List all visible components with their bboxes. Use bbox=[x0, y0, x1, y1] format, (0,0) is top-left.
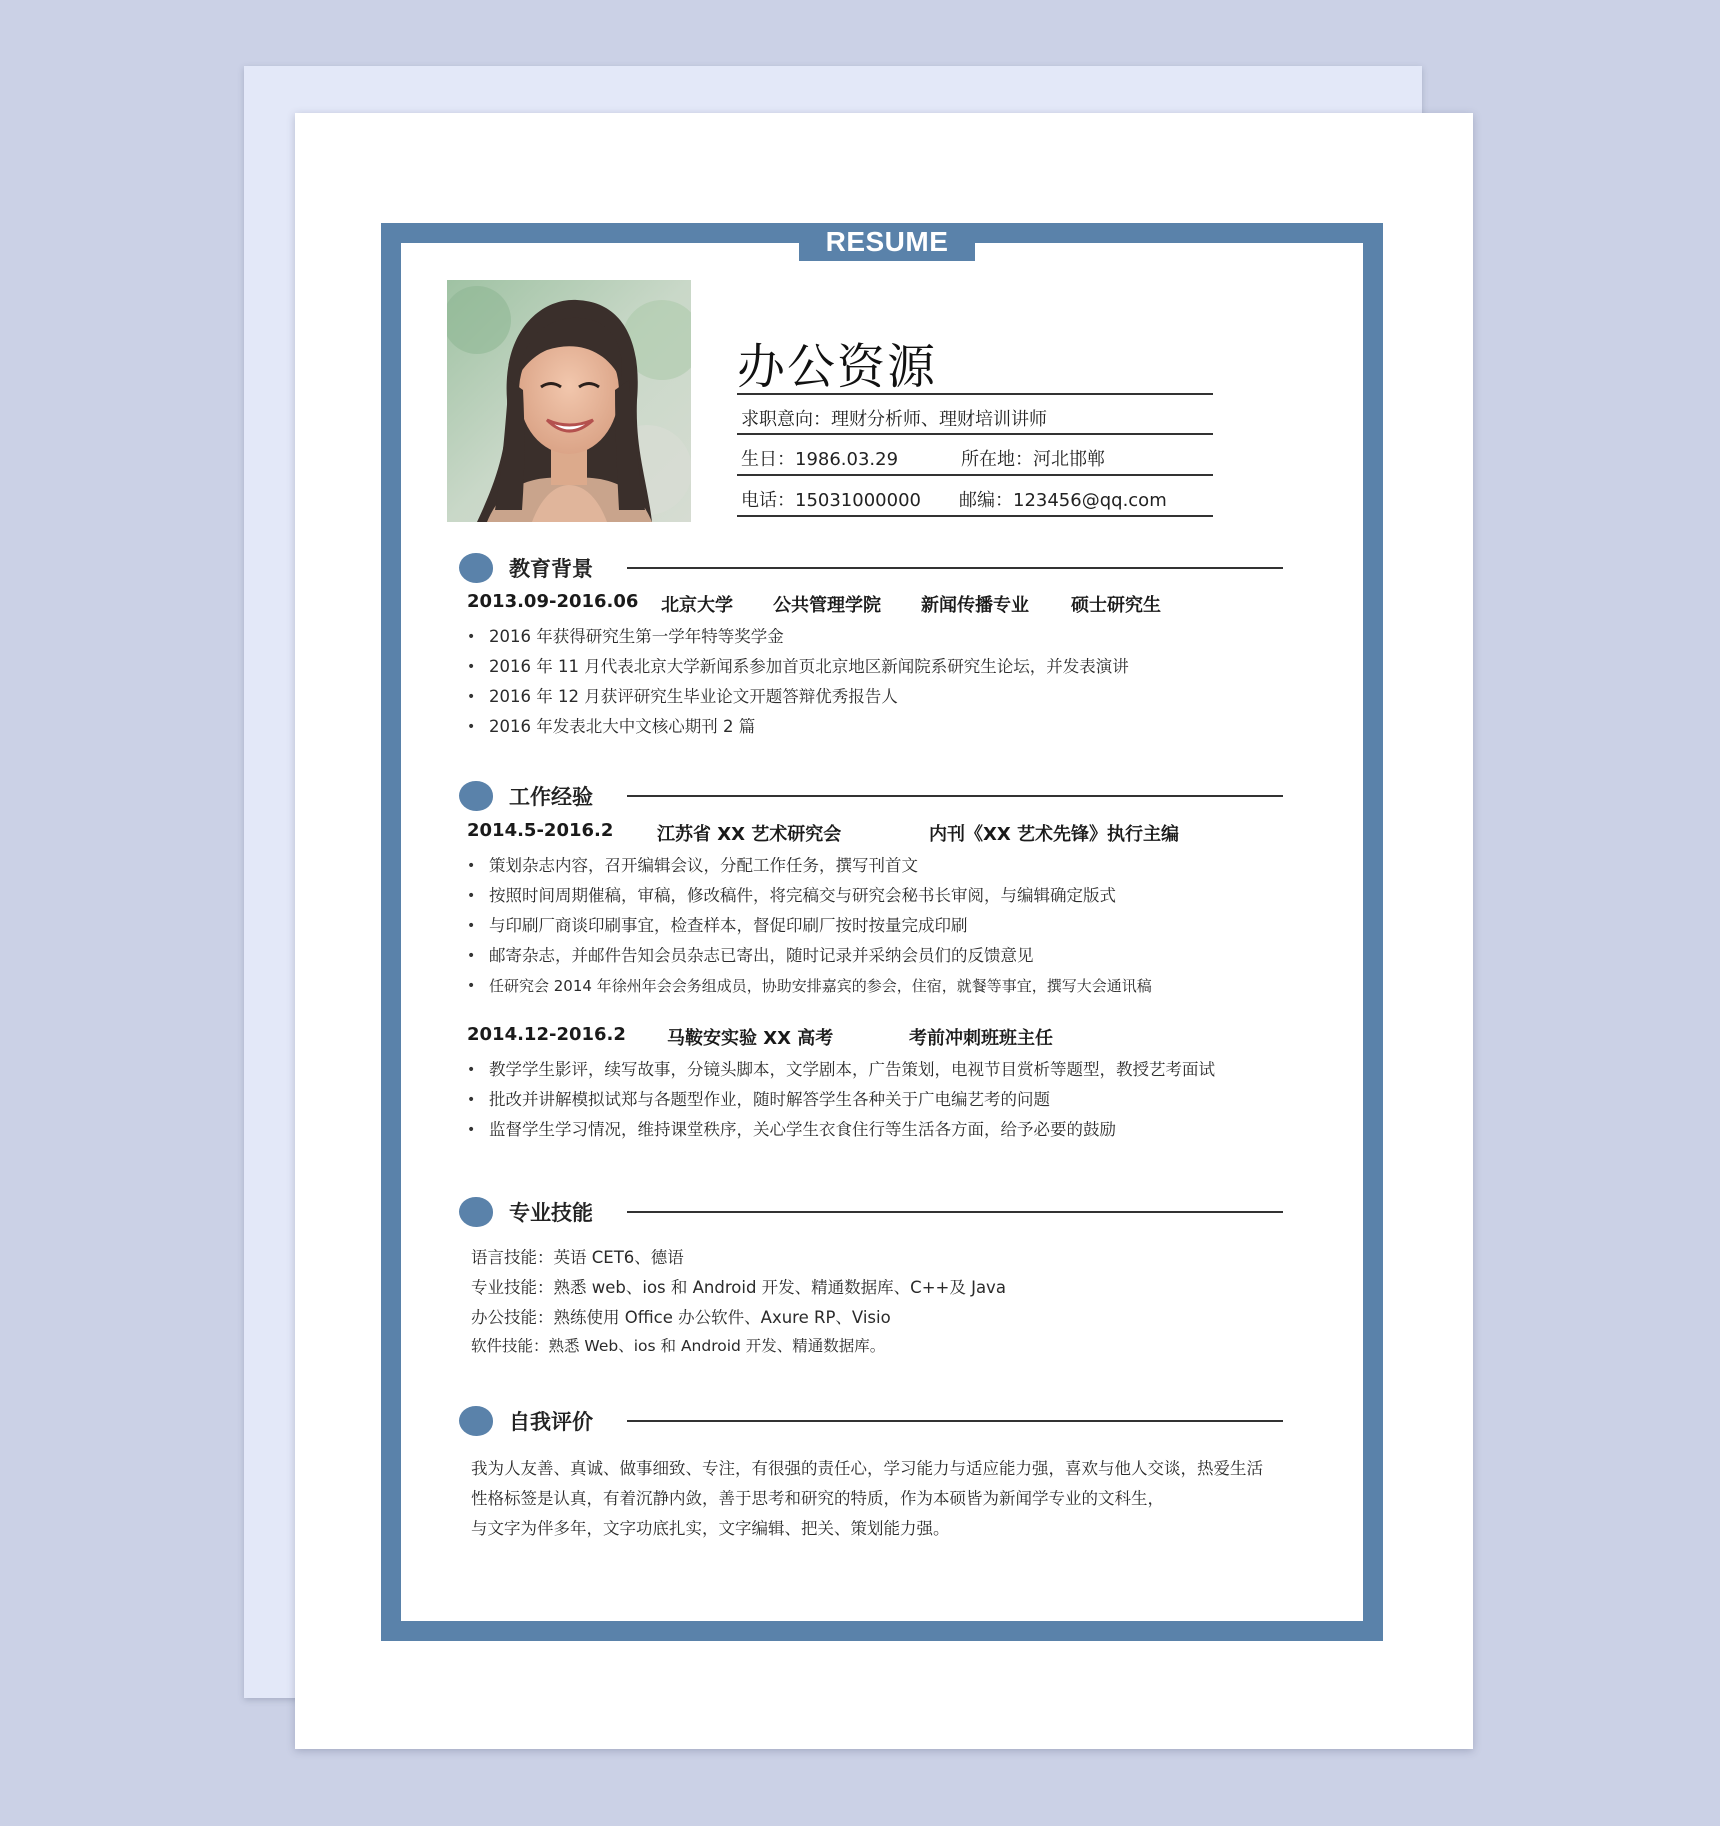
section-bullet-icon bbox=[459, 1406, 493, 1436]
list-item: • 2016 年 11 月代表北京大学新闻系参加首页北京地区新闻院系研究生论坛，并发表演讲 bbox=[467, 652, 1129, 682]
job-organization: 江苏省 XX 艺术研究会 bbox=[657, 824, 842, 845]
job-period: 2014.5-2016.2 bbox=[467, 820, 614, 841]
skills-title: 专业技能 bbox=[509, 1201, 593, 1225]
education-school: 北京大学 bbox=[661, 595, 733, 616]
section-bullet-icon bbox=[459, 781, 493, 811]
education-section-header bbox=[459, 547, 1283, 587]
education-college: 公共管理学院 bbox=[773, 595, 881, 616]
bullet-icon: • bbox=[467, 858, 476, 874]
list-item: • 批改并讲解模拟试郑与各题型作业，随时解答学生各种关于广电编艺考的问题 bbox=[467, 1085, 1215, 1115]
list-item: • 按照时间周期催稿，审稿，修改稿件，将完稿交与研究会秘书长审阅，与编辑确定版式 bbox=[467, 881, 1152, 911]
bullet-icon: • bbox=[467, 629, 476, 645]
self-eval-section-header bbox=[459, 1400, 1283, 1440]
job-period: 2014.12-2016.2 bbox=[467, 1024, 626, 1045]
skills-section-header bbox=[459, 1191, 1283, 1231]
list-item: • 教学学生影评，续写故事，分镜头脚本，文学剧本，广告策划，电视节目赏析等题型，教授艺考面试 bbox=[467, 1055, 1215, 1085]
birthday: 生日：1986.03.29 bbox=[741, 449, 899, 470]
candidate-name: 办公资源 bbox=[737, 339, 938, 395]
section-divider bbox=[627, 1420, 1283, 1422]
resume-frame bbox=[381, 223, 1383, 1641]
skill-office: 办公技能：熟练使用 Office 办公软件、Axure RP、Visio bbox=[471, 1308, 891, 1327]
location: 所在地：河北邯郸 bbox=[961, 449, 1105, 470]
self-eval-line: 性格标签是认真，有着沉静内敛，善于思考和研究的特质，作为本硕皆为新闻学专业的文科生， bbox=[471, 1489, 1164, 1508]
job-role: 考前冲刺班班主任 bbox=[909, 1028, 1053, 1049]
list-item: • 邮寄杂志，并邮件告知会员杂志已寄出，随时记录并采纳会员们的反馈意见 bbox=[467, 941, 1152, 971]
job-organization: 马鞍安实验 XX 高考 bbox=[667, 1028, 834, 1049]
info-divider bbox=[737, 433, 1213, 435]
name-underline bbox=[737, 393, 1213, 395]
info-divider bbox=[737, 515, 1213, 517]
list-item: • 策划杂志内容，召开编辑会议，分配工作任务，撰写刊首文 bbox=[467, 851, 1152, 881]
education-degree: 硕士研究生 bbox=[1071, 595, 1161, 616]
education-period: 2013.09-2016.06 bbox=[467, 591, 639, 612]
self-eval-line: 与文字为伴多年，文字功底扎实，文字编辑、把关、策划能力强。 bbox=[471, 1519, 950, 1538]
job-intent: 求职意向：理财分析师、理财培训讲师 bbox=[741, 409, 1047, 430]
phone: 电话：15031000000 bbox=[741, 490, 921, 511]
education-achievements bbox=[467, 622, 1129, 742]
list-item: • 监督学生学习情况，维持课堂秩序，关心学生衣食住行等生活各方面，给予必要的鼓励 bbox=[467, 1115, 1215, 1145]
portrait-image bbox=[447, 280, 691, 522]
job-role: 内刊《XX 艺术先锋》执行主编 bbox=[929, 824, 1180, 845]
profile-photo bbox=[447, 280, 691, 522]
info-divider bbox=[737, 474, 1213, 476]
list-item: • 任研究会 2014 年徐州年会会务组成员，协助安排嘉宾的参会，住宿，就餐等事宜，撰写大会通讯稿 bbox=[467, 971, 1152, 1001]
skill-language: 语言技能：英语 CET6、德语 bbox=[471, 1248, 684, 1267]
job-duties bbox=[467, 1055, 1215, 1145]
resume-page bbox=[295, 113, 1473, 1749]
list-item: • 2016 年 12 月获评研究生毕业论文开题答辩优秀报告人 bbox=[467, 682, 1129, 712]
resume-title-tab: RESUME bbox=[799, 223, 975, 261]
list-item: • 与印刷厂商谈印刷事宜，检查样本，督促印刷厂按时按量完成印刷 bbox=[467, 911, 1152, 941]
section-divider bbox=[627, 567, 1283, 569]
bullet-icon: • bbox=[467, 719, 476, 735]
bullet-icon: • bbox=[467, 1062, 476, 1078]
bullet-icon: • bbox=[467, 1122, 476, 1138]
bullet-icon: • bbox=[467, 948, 476, 964]
section-divider bbox=[627, 795, 1283, 797]
education-title: 教育背景 bbox=[509, 557, 593, 581]
bullet-icon: • bbox=[467, 888, 476, 904]
work-title: 工作经验 bbox=[509, 785, 593, 809]
work-section-header bbox=[459, 775, 1283, 815]
bullet-icon: • bbox=[467, 978, 476, 994]
skill-professional: 专业技能：熟悉 web、ios 和 Android 开发、精通数据库、C++及 Java bbox=[471, 1278, 1006, 1297]
bullet-icon: • bbox=[467, 918, 476, 934]
job-duties bbox=[467, 851, 1152, 1001]
skill-software: 软件技能：熟悉 Web、ios 和 Android 开发、精通数据库。 bbox=[471, 1337, 886, 1355]
bullet-icon: • bbox=[467, 659, 476, 675]
email: 邮编：123456@qq.com bbox=[959, 490, 1167, 511]
bullet-icon: • bbox=[467, 1092, 476, 1108]
education-major: 新闻传播专业 bbox=[921, 595, 1029, 616]
section-bullet-icon bbox=[459, 553, 493, 583]
self-eval-line: 我为人友善、真诚、做事细致、专注，有很强的责任心，学习能力与适应能力强，喜欢与他人交谈，热爱生活 bbox=[471, 1459, 1263, 1478]
bullet-icon: • bbox=[467, 689, 476, 705]
self-eval-title: 自我评价 bbox=[509, 1410, 593, 1434]
section-divider bbox=[627, 1211, 1283, 1213]
list-item: • 2016 年获得研究生第一学年特等奖学金 bbox=[467, 622, 1129, 652]
section-bullet-icon bbox=[459, 1197, 493, 1227]
list-item: • 2016 年发表北大中文核心期刊 2 篇 bbox=[467, 712, 1129, 742]
